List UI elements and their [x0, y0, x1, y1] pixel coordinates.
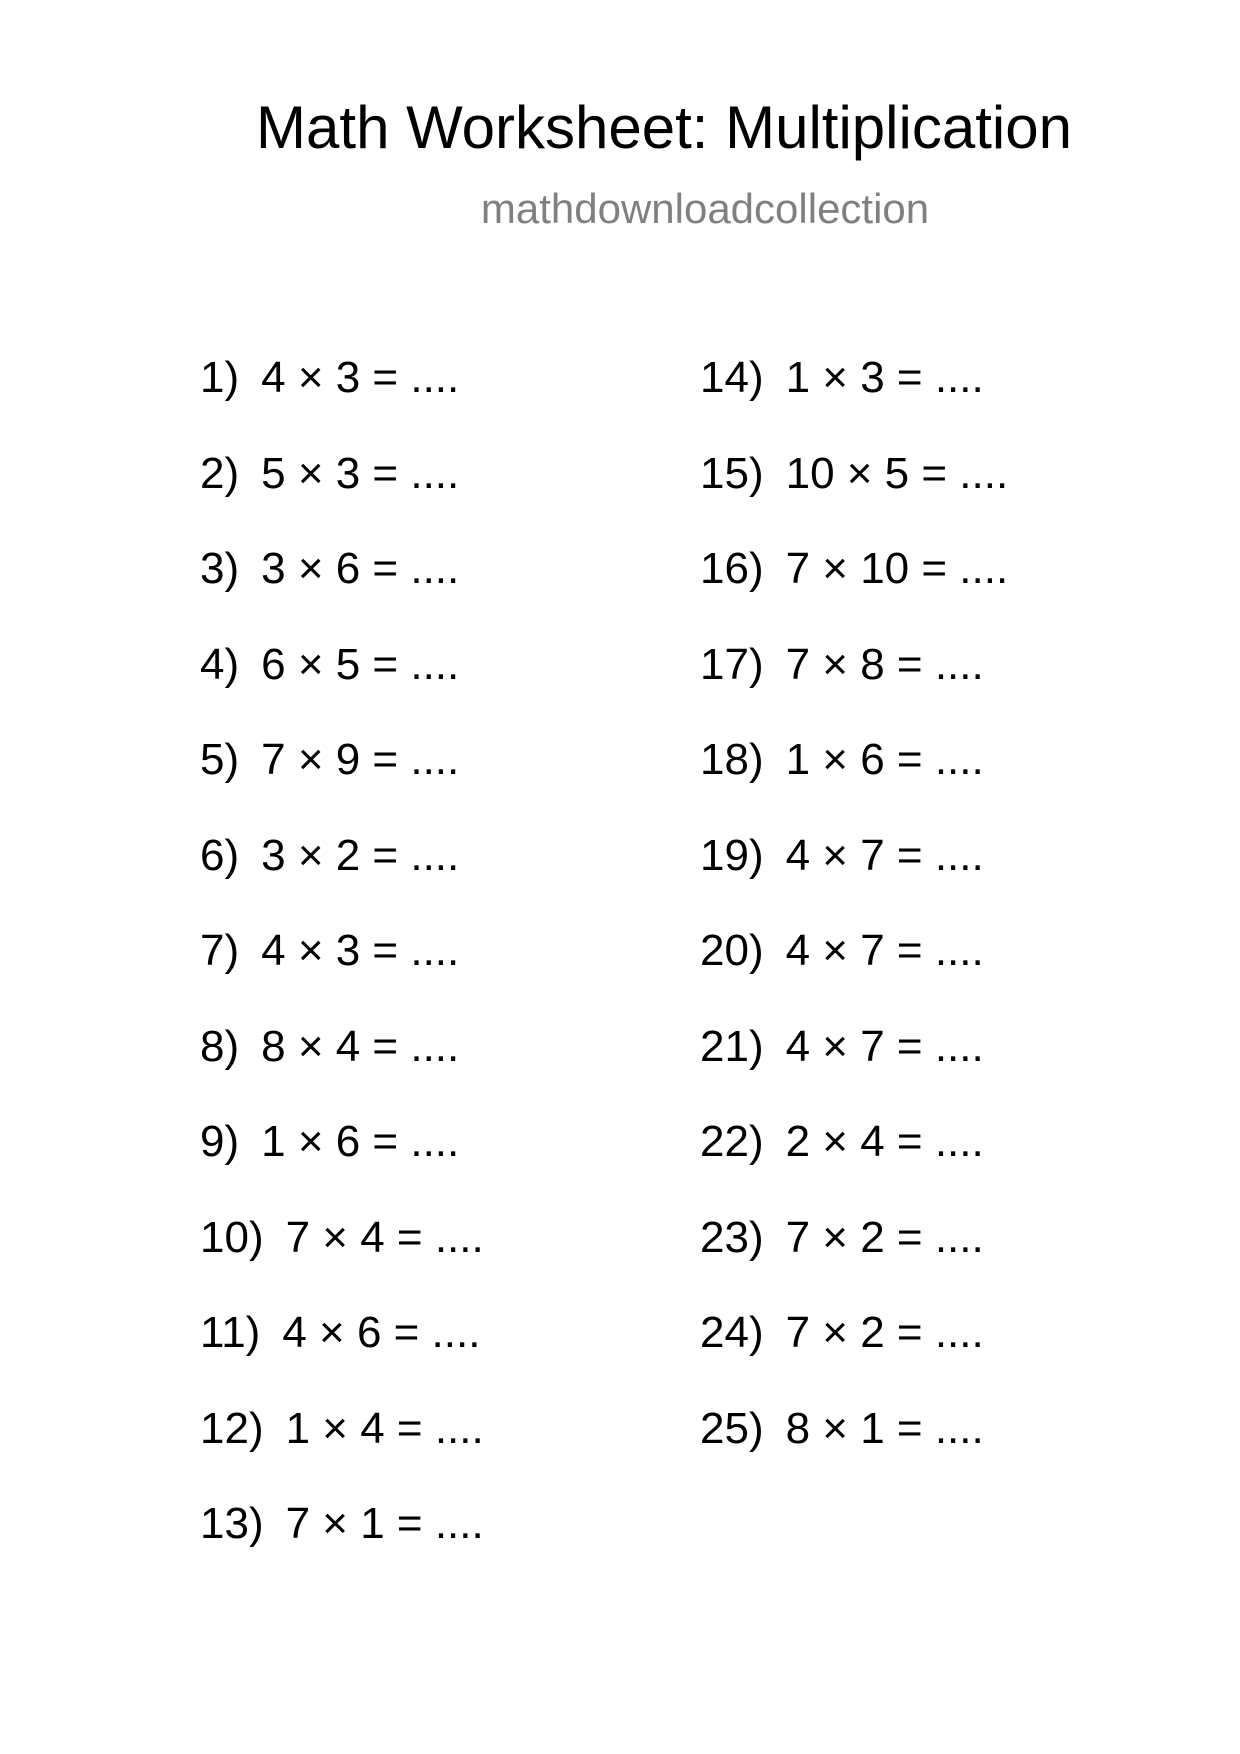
problem-item	[700, 1017, 1008, 1113]
problem-expression: 7 × 2 = ....	[785, 1308, 984, 1357]
problem-item	[700, 1112, 1008, 1208]
problem-item	[700, 826, 1008, 922]
problem-number: 1)	[200, 353, 240, 402]
problem-item	[200, 348, 484, 444]
problem-number: 18)	[700, 735, 764, 784]
problem-number: 22)	[700, 1117, 764, 1166]
problem-number: 25)	[700, 1403, 764, 1453]
problem-expression: 5 × 3 = ....	[261, 448, 460, 498]
problem-expression: 10 × 5 = ....	[785, 448, 1009, 498]
problem-item	[200, 1303, 484, 1399]
problem-item	[700, 1303, 1008, 1399]
problem-expression: 7 × 4 = ....	[285, 1212, 484, 1262]
problem-item	[200, 1112, 484, 1208]
problem-item	[200, 1017, 484, 1113]
problem-expression: 2 × 4 = ....	[785, 1117, 984, 1166]
problem-expression: 3 × 2 = ....	[261, 830, 460, 880]
problem-expression: 7 × 8 = ....	[785, 639, 984, 689]
problem-number: 24)	[700, 1308, 764, 1357]
problem-number: 13)	[200, 1499, 264, 1548]
problem-expression: 3 × 6 = ....	[261, 544, 460, 593]
problem-expression: 6 × 5 = ....	[261, 639, 460, 689]
problem-item	[700, 921, 1008, 1017]
problem-item	[200, 539, 484, 635]
problem-number: 16)	[700, 544, 764, 593]
problem-number: 4)	[200, 639, 240, 689]
problem-number: 21)	[700, 1021, 764, 1071]
problem-expression: 7 × 9 = ....	[261, 735, 460, 784]
problem-expression: 4 × 7 = ....	[785, 926, 984, 975]
problem-number: 12)	[200, 1403, 264, 1453]
problem-expression: 4 × 3 = ....	[261, 926, 460, 975]
problem-number: 17)	[700, 639, 764, 689]
problem-item	[700, 1399, 1008, 1495]
problem-item	[200, 444, 484, 540]
page-subtitle: mathdownloadcollection	[480, 185, 930, 232]
problem-expression: 8 × 4 = ....	[261, 1021, 460, 1071]
problem-expression: 7 × 2 = ....	[785, 1212, 984, 1262]
problem-number: 6)	[200, 830, 240, 880]
problem-expression: 1 × 6 = ....	[785, 735, 984, 784]
problem-expression: 1 × 6 = ....	[261, 1117, 460, 1166]
problem-item	[700, 730, 1008, 826]
problem-number: 10)	[200, 1212, 264, 1262]
problem-item	[200, 921, 484, 1017]
problem-item	[200, 1494, 484, 1590]
problem-item	[200, 730, 484, 826]
problem-item	[200, 1208, 484, 1304]
problem-item	[700, 539, 1008, 635]
problem-item	[700, 1208, 1008, 1304]
problem-item	[700, 635, 1008, 731]
problem-expression: 7 × 10 = ....	[785, 544, 1009, 593]
problem-list-right	[700, 348, 1008, 1494]
problem-expression: 4 × 7 = ....	[785, 830, 984, 880]
problem-number: 2)	[200, 448, 240, 498]
problem-item	[200, 1399, 484, 1495]
problem-number: 15)	[700, 448, 764, 498]
problem-number: 7)	[200, 926, 240, 975]
problem-number: 5)	[200, 735, 240, 784]
problem-expression: 7 × 1 = ....	[285, 1499, 484, 1548]
problem-number: 14)	[700, 353, 764, 402]
problem-number: 8)	[200, 1021, 240, 1071]
problem-expression: 4 × 6 = ....	[282, 1308, 481, 1357]
problem-number: 19)	[700, 830, 764, 880]
problem-expression: 1 × 4 = ....	[285, 1403, 484, 1453]
problem-number: 11)	[200, 1308, 261, 1357]
problem-list-left	[200, 348, 484, 1590]
problem-expression: 4 × 7 = ....	[785, 1021, 984, 1071]
problem-item	[700, 348, 1008, 444]
problem-item	[200, 826, 484, 922]
problem-number: 9)	[200, 1117, 240, 1166]
problem-expression: 1 × 3 = ....	[785, 353, 984, 402]
problem-number: 3)	[200, 544, 240, 593]
page-title: Math Worksheet: Multiplication	[256, 94, 1072, 161]
problem-item	[200, 635, 484, 731]
problem-expression: 4 × 3 = ....	[261, 353, 460, 402]
problem-expression: 8 × 1 = ....	[785, 1403, 984, 1453]
problem-number: 23)	[700, 1212, 764, 1262]
problem-number: 20)	[700, 926, 764, 975]
problem-item	[700, 444, 1008, 540]
